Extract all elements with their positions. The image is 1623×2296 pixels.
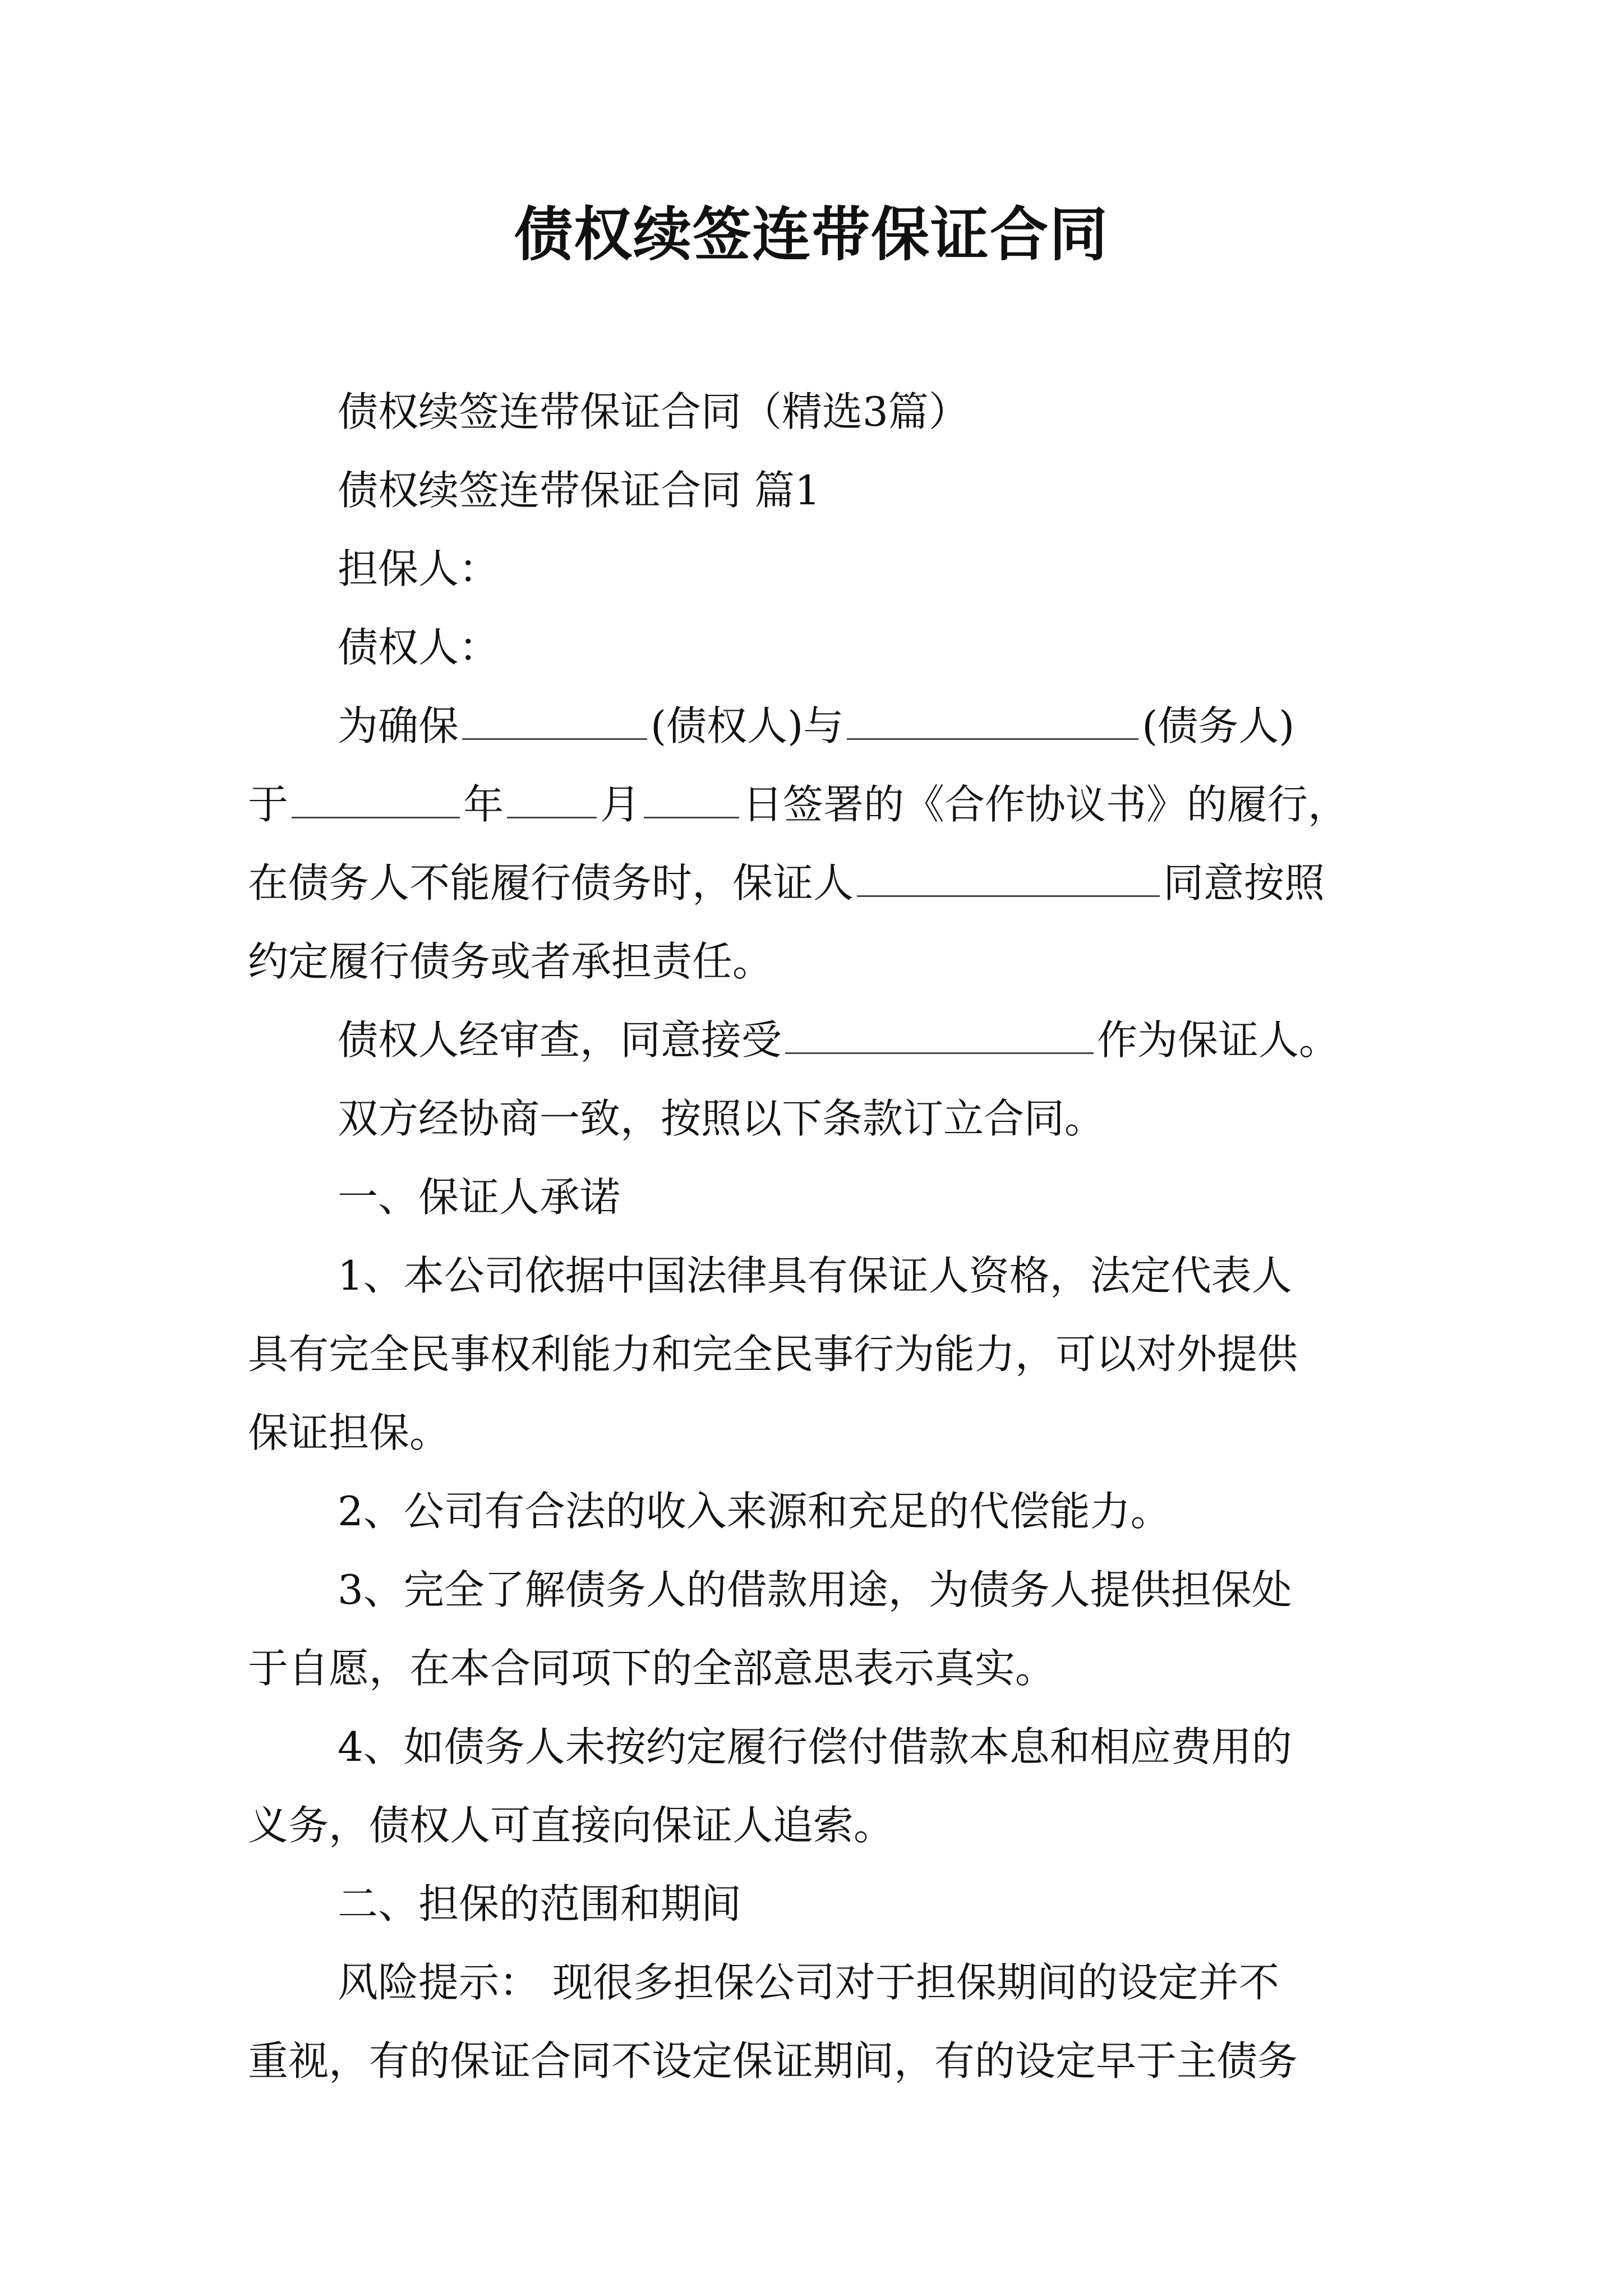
paragraph-line: 约定履行债务或者承担责任。 — [248, 938, 773, 985]
text-segment: 年 — [463, 781, 504, 828]
fill-in-blank — [857, 858, 1160, 897]
fill-in-blank — [785, 1015, 1094, 1054]
risk-note: 风险提示： 现很多担保公司对于担保期间的设定并不 — [338, 1959, 1279, 2006]
fill-in-blank — [847, 701, 1138, 740]
list-item: 2、公司有合法的收入来源和充足的代偿能力。 — [338, 1488, 1171, 1535]
fill-in-blank — [644, 780, 739, 818]
fill-in-blank — [292, 780, 460, 818]
creditor-label: 债权人： — [338, 624, 500, 671]
subtitle-line: 债权续签连带保证合同（精选3篇） — [338, 388, 969, 435]
paragraph-line — [248, 1001, 1392, 1079]
list-item-continuation: 保证担保。 — [248, 1409, 450, 1456]
page-title: 债权续签连带保证合同 — [514, 200, 1109, 269]
document-body — [248, 372, 1392, 2100]
paragraph-line — [248, 765, 1392, 844]
text-segment: 日签署的《合作协议书》的履行， — [743, 781, 1349, 828]
risk-note-continuation: 重视，有的保证合同不设定保证期间，有的设定早于主债务 — [248, 2037, 1298, 2085]
text-segment: 债权人经审查，同意接受 — [338, 1016, 782, 1064]
section-heading: 债权续签连带保证合同 篇1 — [338, 467, 820, 514]
fill-in-blank — [462, 701, 647, 740]
list-item: 3、完全了解债务人的借款用途，为债务人提供担保处 — [338, 1566, 1292, 1613]
text-segment: 于 — [248, 781, 289, 828]
text-segment: 同意按照 — [1163, 859, 1325, 907]
guarantor-label: 担保人： — [338, 545, 500, 592]
fill-in-blank — [507, 780, 597, 818]
list-item-continuation: 于自愿，在本合同项下的全部意思表示真实。 — [248, 1645, 1056, 1692]
section-heading: 一、保证人承诺 — [338, 1174, 621, 1221]
list-item-continuation: 义务，债权人可直接向保证人追索。 — [248, 1802, 895, 1849]
text-segment: 为确保 — [338, 702, 459, 749]
paragraph-line: 双方经协商一致，按照以下条款订立合同。 — [338, 1095, 1105, 1142]
list-item: 4、如债务人未按约定履行偿付借款本息和相应费用的 — [338, 1723, 1292, 1770]
paragraph-line — [248, 687, 1392, 765]
text-segment: (债务人) — [1142, 702, 1295, 749]
text-segment: 在债务人不能履行债务时，保证人 — [248, 859, 854, 907]
text-segment: (债权人)与 — [651, 702, 844, 749]
text-segment: 月 — [600, 781, 641, 828]
paragraph-line — [248, 844, 1392, 922]
text-segment: 作为保证人。 — [1097, 1016, 1340, 1064]
list-item: 1、本公司依据中国法律具有保证人资格，法定代表人 — [338, 1252, 1292, 1299]
list-item-continuation: 具有完全民事权利能力和完全民事行为能力，可以对外提供 — [248, 1331, 1298, 1378]
section-heading: 二、担保的范围和期间 — [338, 1880, 742, 1927]
